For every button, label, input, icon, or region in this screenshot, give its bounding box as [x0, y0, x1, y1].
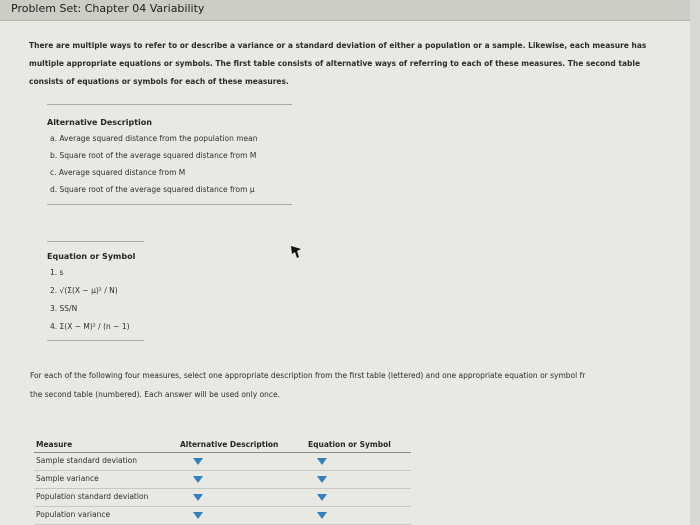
equation-row-2: 2. √(Σ(X − μ)² / N)	[50, 286, 118, 295]
page-title: Problem Set: Chapter 04 Variability	[11, 2, 205, 15]
equation-dropdown[interactable]	[317, 457, 327, 466]
measure-column-header: Measure	[36, 440, 73, 449]
intro-line: consists of equations or symbols for each of these measures.	[29, 77, 289, 86]
measure-label: Population standard deviation	[36, 492, 149, 501]
description-row-b: b. Square root of the average squared distance from M	[50, 151, 257, 160]
answer-row	[34, 453, 411, 471]
answer-row	[34, 507, 411, 525]
instructions-line: For each of the following four measures, select one appropriate description from the first table (lettered) and one appropriate equation or symbol fr	[30, 371, 586, 380]
description-row-a: a. Average squared distance from the population mean	[50, 134, 258, 143]
instructions-line: the second table (numbered). Each answer will be used only once.	[30, 390, 281, 399]
equation-dropdown[interactable]	[317, 493, 327, 502]
equation-row-4: 4. Σ(X − M)² / (n − 1)	[50, 322, 130, 331]
description-table	[47, 104, 292, 205]
answer-table-header	[34, 438, 411, 453]
measure-label: Sample standard deviation	[36, 456, 138, 465]
equation-row-1: 1. s	[50, 268, 64, 277]
description-table-header: Alternative Description	[47, 118, 152, 127]
description-row-c: c. Average squared distance from M	[50, 168, 186, 177]
equation-dropdown[interactable]	[317, 511, 327, 520]
measure-label: Sample variance	[36, 474, 99, 483]
equation-row-3: 3. SS/N	[50, 304, 78, 313]
intro-line: multiple appropriate equations or symbols. The first table consists of alternative ways of referring to each of these measures. The second table	[29, 59, 641, 68]
answer-table	[34, 438, 411, 525]
intro-paragraph	[29, 37, 664, 91]
description-row-d: d. Square root of the average squared distance from μ	[50, 185, 255, 194]
measure-label: Population variance	[36, 510, 111, 519]
equation-table	[47, 241, 144, 341]
answer-row	[34, 471, 411, 489]
description-column-header: Alternative Description	[180, 440, 279, 449]
description-dropdown[interactable]	[193, 493, 203, 502]
answer-row	[34, 489, 411, 507]
equation-table-header: Equation or Symbol	[47, 252, 136, 261]
description-dropdown[interactable]	[193, 457, 203, 466]
description-dropdown[interactable]	[193, 511, 203, 520]
intro-line: There are multiple ways to refer to or describe a variance or a standard deviation of either a population or a sample. Likewise, each measure has	[29, 41, 647, 50]
mouse-cursor-icon	[290, 245, 302, 259]
description-dropdown[interactable]	[193, 475, 203, 484]
title-bar	[0, 0, 690, 21]
equation-dropdown[interactable]	[317, 475, 327, 484]
equation-column-header: Equation or Symbol	[308, 440, 391, 449]
instructions-paragraph	[30, 366, 690, 404]
